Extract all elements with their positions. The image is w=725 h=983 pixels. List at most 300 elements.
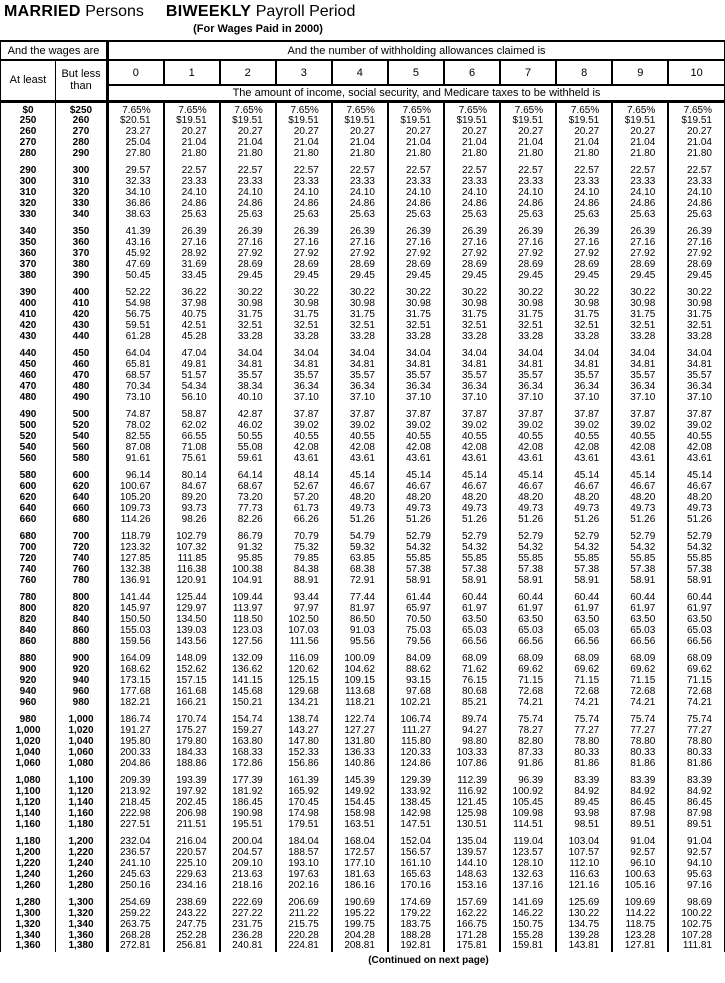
withholding-amount-cell: 22.57 <box>556 159 612 177</box>
withholding-amount-cell: 34.81 <box>612 360 668 371</box>
withholding-amount-cell: 32.51 <box>668 321 724 332</box>
table-row <box>1 687 725 698</box>
withholding-amount-cell: 77.44 <box>332 586 388 604</box>
withholding-amount-cell: 25.04 <box>108 138 164 149</box>
withholding-amount-cell: 106.74 <box>388 708 444 726</box>
withholding-amount-cell: 98.69 <box>668 891 724 909</box>
at-least-cell: 390 <box>1 281 56 299</box>
at-least-cell: 440 <box>1 342 56 360</box>
withholding-amount-cell: 74.21 <box>612 698 668 709</box>
withholding-amount-cell: 42.08 <box>500 443 556 454</box>
withholding-amount-cell: 170.45 <box>276 798 332 809</box>
withholding-amount-cell: 211.22 <box>276 909 332 920</box>
withholding-amount-cell: 31.75 <box>388 310 444 321</box>
withholding-amount-cell: 75.74 <box>668 708 724 726</box>
withholding-amount-cell: 24.10 <box>332 188 388 199</box>
withholding-amount-cell: 21.04 <box>612 138 668 149</box>
withholding-amount-cell: 222.98 <box>108 809 164 820</box>
withholding-amount-cell: 155.03 <box>108 626 164 637</box>
withholding-amount-cell: 48.20 <box>556 493 612 504</box>
withholding-amount-cell: 37.10 <box>444 393 500 404</box>
withholding-amount-cell: 140.86 <box>332 759 388 770</box>
withholding-amount-cell: 38.34 <box>220 382 276 393</box>
withholding-amount-cell: 238.69 <box>164 891 220 909</box>
withholding-amount-cell: 65.03 <box>500 626 556 637</box>
withholding-amount-cell: 52.79 <box>668 525 724 543</box>
withholding-amount-cell: 23.33 <box>668 177 724 188</box>
withholding-amount-cell: 89.74 <box>444 708 500 726</box>
table-row <box>1 676 725 687</box>
withholding-amount-cell: 122.74 <box>332 708 388 726</box>
withholding-amount-cell: 111.56 <box>276 637 332 648</box>
withholding-amount-cell: 195.51 <box>220 820 276 831</box>
withholding-amount-cell: 168.62 <box>108 665 164 676</box>
table-row <box>1 809 725 820</box>
withholding-amount-cell: 29.45 <box>444 271 500 282</box>
at-least-cell: 600 <box>1 482 56 493</box>
table-row <box>1 881 725 892</box>
title-payroll-period: Payroll Period <box>251 3 356 20</box>
withholding-amount-cell: 87.33 <box>500 748 556 759</box>
but-less-than-cell: 920 <box>56 665 108 676</box>
withholding-amount-cell: 96.14 <box>108 464 164 482</box>
withholding-amount-cell: 241.10 <box>108 859 164 870</box>
but-less-than-cell: 500 <box>56 403 108 421</box>
withholding-amount-cell: 59.61 <box>220 454 276 465</box>
table-row <box>1 360 725 371</box>
withholding-amount-cell: 30.22 <box>556 281 612 299</box>
withholding-amount-cell: 29.45 <box>668 271 724 282</box>
withholding-amount-cell: 42.08 <box>668 443 724 454</box>
withholding-amount-cell: 37.10 <box>556 393 612 404</box>
withholding-amount-cell: 94.27 <box>444 726 500 737</box>
but-less-than-cell: 1,040 <box>56 737 108 748</box>
withholding-amount-cell: 35.57 <box>668 371 724 382</box>
but-less-than-cell: 980 <box>56 698 108 709</box>
withholding-amount-cell: 26.39 <box>668 220 724 238</box>
title-persons: Persons <box>80 3 144 20</box>
withholding-amount-cell: 63.85 <box>332 554 388 565</box>
withholding-amount-cell: 58.91 <box>500 576 556 587</box>
withholding-amount-cell: 24.86 <box>164 199 220 210</box>
withholding-amount-cell: 48.14 <box>276 464 332 482</box>
withholding-amount-cell: 24.10 <box>612 188 668 199</box>
withholding-amount-cell: 39.02 <box>332 421 388 432</box>
withholding-amount-cell: 25.63 <box>276 210 332 221</box>
table-row <box>1 393 725 404</box>
withholding-amount-cell: 61.97 <box>612 604 668 615</box>
withholding-amount-cell: 37.87 <box>612 403 668 421</box>
withholding-amount-cell: 81.86 <box>556 759 612 770</box>
withholding-amount-cell: 28.69 <box>388 260 444 271</box>
withholding-amount-cell: 22.57 <box>388 159 444 177</box>
withholding-amount-cell: 254.69 <box>108 891 164 909</box>
withholding-amount-cell: 125.15 <box>276 676 332 687</box>
withholding-amount-cell: 54.32 <box>556 543 612 554</box>
withholding-amount-cell: 59.32 <box>332 543 388 554</box>
withholding-amount-cell: 161.39 <box>276 769 332 787</box>
withholding-amount-cell: 30.22 <box>612 281 668 299</box>
withholding-amount-cell: 22.57 <box>668 159 724 177</box>
withholding-amount-cell: 123.03 <box>220 626 276 637</box>
withholding-amount-cell: 30.22 <box>276 281 332 299</box>
withholding-amount-cell: 37.87 <box>556 403 612 421</box>
at-least-cell: 680 <box>1 525 56 543</box>
withholding-amount-cell: 43.61 <box>388 454 444 465</box>
withholding-amount-cell: 100.63 <box>612 870 668 881</box>
withholding-amount-cell: 186.16 <box>332 881 388 892</box>
withholding-amount-cell: 58.91 <box>444 576 500 587</box>
withholding-amount-cell: 28.69 <box>276 260 332 271</box>
withholding-amount-cell: 23.33 <box>612 177 668 188</box>
withholding-amount-cell: 129.97 <box>164 604 220 615</box>
withholding-amount-cell: 97.97 <box>276 604 332 615</box>
withholding-amount-cell: 61.97 <box>556 604 612 615</box>
withholding-amount-cell: 65.03 <box>556 626 612 637</box>
withholding-amount-cell: 39.02 <box>388 421 444 432</box>
withholding-amount-cell: 218.16 <box>220 881 276 892</box>
withholding-amount-cell: 37.10 <box>276 393 332 404</box>
withholding-amount-cell: 27.92 <box>444 249 500 260</box>
withholding-amount-cell: 45.14 <box>332 464 388 482</box>
withholding-amount-cell: 80.33 <box>668 748 724 759</box>
withholding-amount-cell: $19.51 <box>332 116 388 127</box>
withholding-amount-cell: 71.15 <box>556 676 612 687</box>
withholding-amount-cell: 52.79 <box>388 525 444 543</box>
withholding-amount-cell: 66.56 <box>612 637 668 648</box>
at-least-cell: 580 <box>1 464 56 482</box>
table-row <box>1 342 725 360</box>
page-title <box>0 0 725 21</box>
withholding-amount-cell: 45.14 <box>388 464 444 482</box>
withholding-amount-cell: 132.63 <box>500 870 556 881</box>
at-least-cell: 820 <box>1 615 56 626</box>
withholding-amount-cell: 35.57 <box>500 371 556 382</box>
allowance-count-header: 8 <box>556 60 612 85</box>
withholding-amount-cell: 25.63 <box>388 210 444 221</box>
withholding-amount-cell: 77.27 <box>668 726 724 737</box>
withholding-amount-cell: 156.57 <box>388 848 444 859</box>
withholding-amount-cell: 236.28 <box>220 931 276 942</box>
withholding-amount-cell: 66.56 <box>500 637 556 648</box>
withholding-amount-cell: 157.15 <box>164 676 220 687</box>
withholding-amount-cell: 78.80 <box>668 737 724 748</box>
withholding-amount-cell: 43.61 <box>500 454 556 465</box>
withholding-amount-cell: 24.10 <box>164 188 220 199</box>
withholding-amount-cell: 39.02 <box>444 421 500 432</box>
withholding-amount-cell: 231.75 <box>220 920 276 931</box>
withholding-amount-cell: 80.33 <box>612 748 668 759</box>
header-wages-are: And the wages are <box>1 41 108 60</box>
withholding-amount-cell: 23.33 <box>444 177 500 188</box>
withholding-amount-cell: $19.51 <box>164 116 220 127</box>
withholding-amount-cell: 7.65% <box>220 101 276 116</box>
withholding-amount-cell: 61.28 <box>108 332 164 343</box>
table-row <box>1 371 725 382</box>
withholding-amount-cell: 81.86 <box>668 759 724 770</box>
withholding-amount-cell: 80.68 <box>444 687 500 698</box>
withholding-amount-cell: 124.86 <box>388 759 444 770</box>
withholding-amount-cell: 224.81 <box>276 941 332 952</box>
but-less-than-cell: 940 <box>56 676 108 687</box>
withholding-amount-cell: 105.16 <box>612 881 668 892</box>
at-least-cell: 1,240 <box>1 870 56 881</box>
withholding-amount-cell: 170.16 <box>388 881 444 892</box>
withholding-amount-cell: 141.69 <box>500 891 556 909</box>
withholding-amount-cell: 77.73 <box>220 504 276 515</box>
withholding-amount-cell: 82.26 <box>220 515 276 526</box>
withholding-amount-cell: 75.74 <box>556 708 612 726</box>
withholding-amount-cell: 42.87 <box>220 403 276 421</box>
withholding-amount-cell: 65.03 <box>444 626 500 637</box>
withholding-amount-cell: 155.28 <box>500 931 556 942</box>
withholding-amount-cell: 111.27 <box>388 726 444 737</box>
withholding-amount-cell: 73.10 <box>108 393 164 404</box>
withholding-amount-cell: 33.45 <box>164 271 220 282</box>
table-row <box>1 403 725 421</box>
table-row <box>1 299 725 310</box>
table-row <box>1 504 725 515</box>
withholding-amount-cell: 40.55 <box>612 432 668 443</box>
withholding-amount-cell: 46.02 <box>220 421 276 432</box>
withholding-amount-cell: 141.15 <box>220 676 276 687</box>
withholding-amount-cell: 71.15 <box>612 676 668 687</box>
withholding-amount-cell: 35.57 <box>332 371 388 382</box>
withholding-amount-cell: 34.10 <box>108 188 164 199</box>
withholding-amount-cell: 75.74 <box>500 708 556 726</box>
withholding-amount-cell: 77.27 <box>556 726 612 737</box>
withholding-amount-cell: 51.26 <box>388 515 444 526</box>
withholding-amount-cell: 80.33 <box>556 748 612 759</box>
withholding-amount-cell: 68.09 <box>668 647 724 665</box>
withholding-amount-cell: 250.16 <box>108 881 164 892</box>
withholding-amount-cell: 27.16 <box>276 238 332 249</box>
withholding-amount-cell: 24.86 <box>612 199 668 210</box>
withholding-amount-cell: 31.75 <box>444 310 500 321</box>
withholding-amount-cell: 58.91 <box>388 576 444 587</box>
table-row <box>1 737 725 748</box>
but-less-than-cell: 1,140 <box>56 798 108 809</box>
table-row <box>1 626 725 637</box>
withholding-amount-cell: 150.75 <box>500 920 556 931</box>
withholding-amount-cell: 21.04 <box>500 138 556 149</box>
at-least-cell: 920 <box>1 676 56 687</box>
withholding-amount-cell: 40.55 <box>388 432 444 443</box>
withholding-amount-cell: 157.69 <box>444 891 500 909</box>
withholding-amount-cell: 7.65% <box>276 101 332 116</box>
table-row <box>1 604 725 615</box>
withholding-amount-cell: 54.32 <box>500 543 556 554</box>
withholding-amount-cell: 25.63 <box>612 210 668 221</box>
table-row <box>1 708 725 726</box>
withholding-amount-cell: 162.22 <box>444 909 500 920</box>
withholding-amount-cell: 21.04 <box>388 138 444 149</box>
table-row <box>1 432 725 443</box>
withholding-amount-cell: 40.75 <box>164 310 220 321</box>
allowance-count-header: 7 <box>500 60 556 85</box>
withholding-amount-cell: 94.10 <box>668 859 724 870</box>
but-less-than-cell: 800 <box>56 586 108 604</box>
withholding-amount-cell: 68.09 <box>612 647 668 665</box>
but-less-than-cell: 370 <box>56 249 108 260</box>
withholding-amount-cell: 60.44 <box>612 586 668 604</box>
at-least-cell: 900 <box>1 665 56 676</box>
withholding-amount-cell: 109.15 <box>332 676 388 687</box>
withholding-amount-cell: 22.57 <box>612 159 668 177</box>
withholding-amount-cell: 107.32 <box>164 543 220 554</box>
withholding-amount-cell: 165.63 <box>388 870 444 881</box>
at-least-cell: 840 <box>1 626 56 637</box>
withholding-amount-cell: 104.62 <box>332 665 388 676</box>
withholding-amount-cell: 35.57 <box>276 371 332 382</box>
withholding-amount-cell: $19.51 <box>556 116 612 127</box>
but-less-than-cell: 280 <box>56 138 108 149</box>
withholding-amount-cell: 58.91 <box>612 576 668 587</box>
at-least-cell: 370 <box>1 260 56 271</box>
withholding-amount-cell: 152.62 <box>164 665 220 676</box>
withholding-amount-cell: 191.27 <box>108 726 164 737</box>
table-row <box>1 127 725 138</box>
withholding-amount-cell: 30.22 <box>444 281 500 299</box>
but-less-than-cell: 400 <box>56 281 108 299</box>
withholding-amount-cell: 179.80 <box>164 737 220 748</box>
withholding-amount-cell: 51.26 <box>612 515 668 526</box>
at-least-cell: 660 <box>1 515 56 526</box>
but-less-than-cell: 960 <box>56 687 108 698</box>
withholding-amount-cell: 116.09 <box>276 647 332 665</box>
allowance-count-header: 1 <box>164 60 220 85</box>
withholding-amount-cell: 30.22 <box>668 281 724 299</box>
footer-continued-note: (Continued on next page) <box>368 955 489 967</box>
withholding-amount-cell: 61.97 <box>668 604 724 615</box>
withholding-amount-cell: 57.38 <box>444 565 500 576</box>
withholding-amount-cell: 51.26 <box>668 515 724 526</box>
table-row <box>1 615 725 626</box>
withholding-amount-cell: 31.75 <box>556 310 612 321</box>
withholding-amount-cell: 45.92 <box>108 249 164 260</box>
withholding-amount-cell: 143.81 <box>556 941 612 952</box>
withholding-amount-cell: 227.22 <box>220 909 276 920</box>
withholding-amount-cell: 7.65% <box>668 101 724 116</box>
withholding-amount-cell: 83.39 <box>668 769 724 787</box>
withholding-amount-cell: 42.08 <box>388 443 444 454</box>
withholding-amount-cell: 166.75 <box>444 920 500 931</box>
withholding-amount-cell: 87.08 <box>108 443 164 454</box>
withholding-amount-cell: 153.16 <box>444 881 500 892</box>
withholding-amount-cell: 65.97 <box>388 604 444 615</box>
withholding-amount-cell: 65.81 <box>108 360 164 371</box>
withholding-amount-cell: 30.98 <box>612 299 668 310</box>
withholding-amount-cell: 30.22 <box>500 281 556 299</box>
withholding-amount-cell: 107.86 <box>444 759 500 770</box>
withholding-amount-cell: 134.50 <box>164 615 220 626</box>
withholding-amount-cell: 136.33 <box>332 748 388 759</box>
withholding-amount-cell: 129.68 <box>276 687 332 698</box>
withholding-amount-cell: 174.69 <box>388 891 444 909</box>
withholding-amount-cell: 27.16 <box>388 238 444 249</box>
at-least-cell: 500 <box>1 421 56 432</box>
withholding-amount-cell: 29.45 <box>220 271 276 282</box>
withholding-amount-cell: 125.44 <box>164 586 220 604</box>
withholding-amount-cell: 127.85 <box>108 554 164 565</box>
withholding-amount-cell: 21.80 <box>612 149 668 160</box>
table-row <box>1 870 725 881</box>
withholding-amount-cell: 218.45 <box>108 798 164 809</box>
withholding-amount-cell: 46.67 <box>556 482 612 493</box>
withholding-amount-cell: 70.79 <box>276 525 332 543</box>
withholding-amount-cell: 137.16 <box>500 881 556 892</box>
but-less-than-cell: 420 <box>56 310 108 321</box>
withholding-amount-cell: 36.34 <box>332 382 388 393</box>
withholding-amount-cell: 43.61 <box>276 454 332 465</box>
at-least-cell: 380 <box>1 271 56 282</box>
withholding-amount-cell: 30.98 <box>388 299 444 310</box>
withholding-amount-cell: 48.20 <box>668 493 724 504</box>
withholding-amount-cell: 92.57 <box>668 848 724 859</box>
withholding-amount-cell: 268.28 <box>108 931 164 942</box>
at-least-cell: 430 <box>1 332 56 343</box>
withholding-amount-cell: 7.65% <box>108 101 164 116</box>
table-row <box>1 820 725 831</box>
withholding-amount-cell: 29.45 <box>612 271 668 282</box>
withholding-amount-cell: $19.51 <box>668 116 724 127</box>
at-least-cell: 1,020 <box>1 737 56 748</box>
withholding-amount-cell: 102.75 <box>668 920 724 931</box>
withholding-amount-cell: 28.69 <box>668 260 724 271</box>
withholding-amount-cell: 34.04 <box>332 342 388 360</box>
withholding-amount-cell: 39.02 <box>668 421 724 432</box>
withholding-amount-cell: 21.80 <box>668 149 724 160</box>
withholding-amount-cell: 35.57 <box>444 371 500 382</box>
withholding-amount-cell: 46.67 <box>388 482 444 493</box>
withholding-amount-cell: 24.86 <box>332 199 388 210</box>
withholding-amount-cell: 66.56 <box>668 637 724 648</box>
table-row <box>1 482 725 493</box>
withholding-amount-cell: 20.27 <box>276 127 332 138</box>
withholding-amount-cell: 132.09 <box>220 647 276 665</box>
withholding-amount-cell: 147.51 <box>388 820 444 831</box>
withholding-amount-cell: 23.33 <box>556 177 612 188</box>
at-least-cell: 340 <box>1 220 56 238</box>
withholding-amount-cell: 95.56 <box>332 637 388 648</box>
withholding-amount-cell: 20.27 <box>500 127 556 138</box>
withholding-amount-cell: 220.28 <box>276 931 332 942</box>
withholding-amount-cell: 147.80 <box>276 737 332 748</box>
withholding-amount-cell: 27.92 <box>556 249 612 260</box>
withholding-amount-cell: 89.51 <box>668 820 724 831</box>
table-row <box>1 787 725 798</box>
withholding-amount-cell: 232.04 <box>108 830 164 848</box>
withholding-amount-cell: 161.10 <box>388 859 444 870</box>
withholding-amount-cell: 60.44 <box>500 586 556 604</box>
withholding-amount-cell: 57.38 <box>668 565 724 576</box>
withholding-amount-cell: 57.38 <box>612 565 668 576</box>
withholding-amount-cell: 69.62 <box>556 665 612 676</box>
at-least-cell: 620 <box>1 493 56 504</box>
withholding-amount-cell: 66.26 <box>276 515 332 526</box>
withholding-amount-cell: 68.67 <box>220 482 276 493</box>
withholding-amount-cell: 45.14 <box>668 464 724 482</box>
withholding-amount-cell: 23.33 <box>220 177 276 188</box>
withholding-amount-cell: 64.14 <box>220 464 276 482</box>
table-row <box>1 565 725 576</box>
but-less-than-cell: 740 <box>56 554 108 565</box>
table-row <box>1 931 725 942</box>
withholding-amount-cell: 70.50 <box>388 615 444 626</box>
but-less-than-cell: 1,120 <box>56 787 108 798</box>
withholding-amount-cell: 30.22 <box>332 281 388 299</box>
but-less-than-cell: 780 <box>56 576 108 587</box>
